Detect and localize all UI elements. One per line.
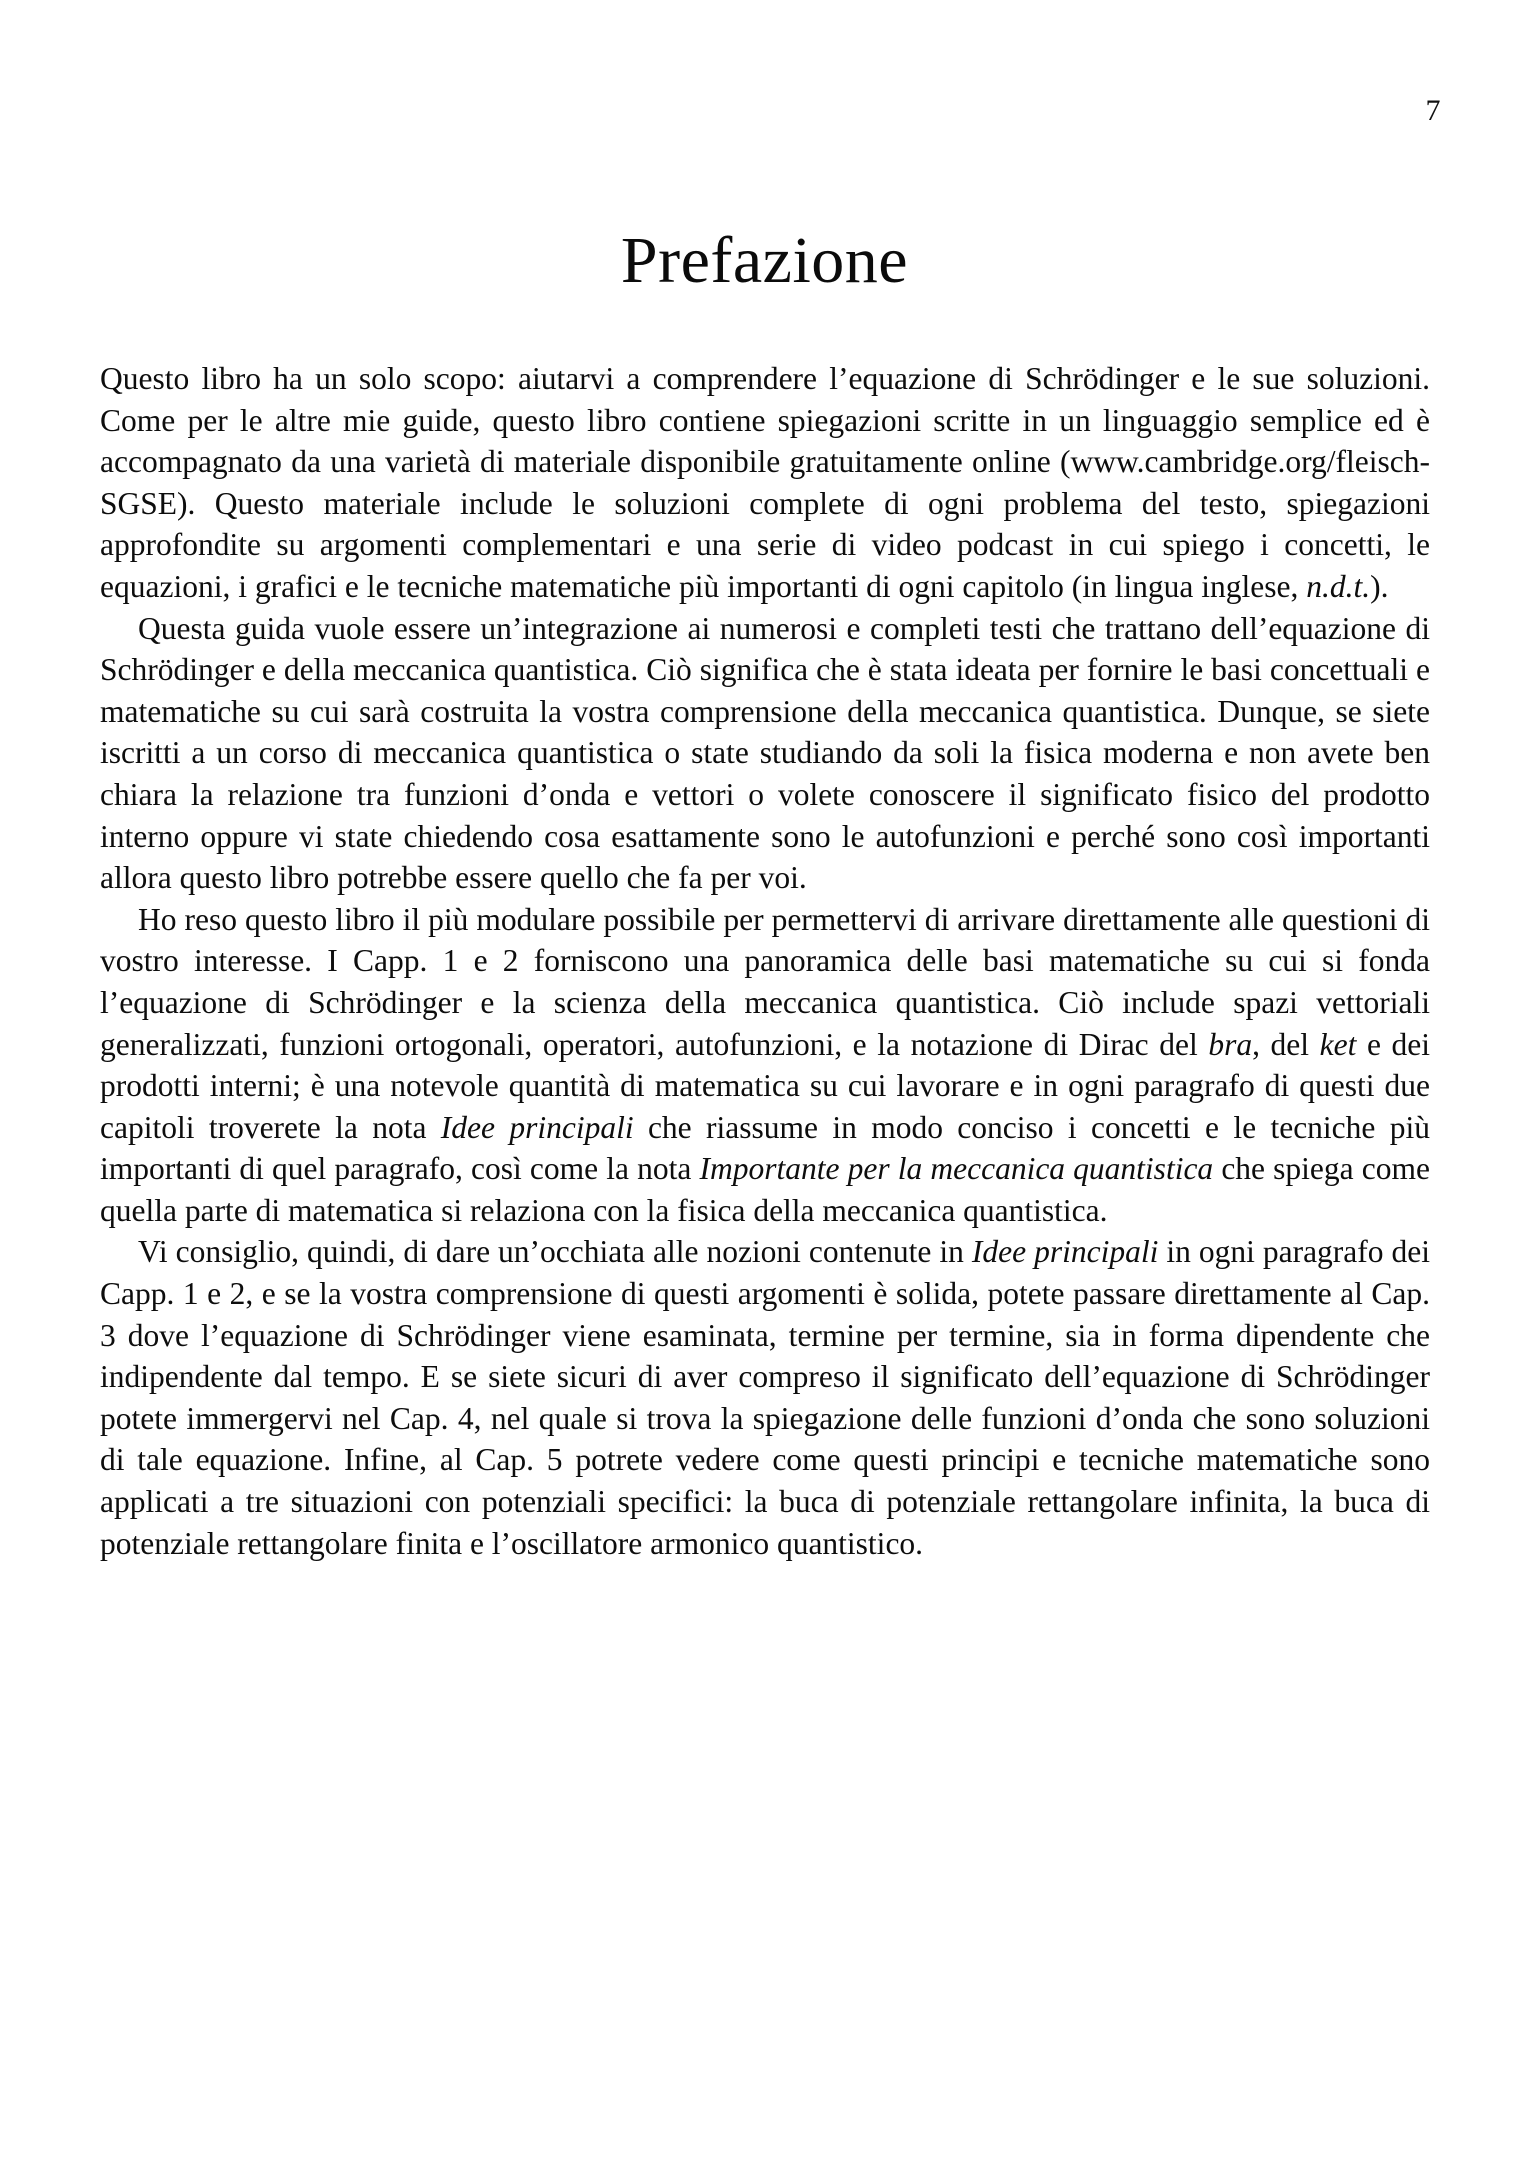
paragraph xyxy=(100,608,1430,899)
emphasis-text: Idee principali xyxy=(440,1109,634,1145)
emphasis-text: ket xyxy=(1319,1026,1357,1062)
body-text: che spiega come quella parte di matematica si relaziona con la fisica della meccanica quantistica. xyxy=(100,1151,1430,1228)
paragraph xyxy=(100,899,1430,1232)
body-text: e dei prodotti interni; è una notevole quantità di matematica su cui lavorare e in ogni paragrafo di questi due capitoli troverete la nota xyxy=(100,1026,1431,1145)
body-text: ). xyxy=(1370,568,1389,604)
emphasis-text: Importante per la meccanica quantistica xyxy=(699,1151,1214,1187)
emphasis-text: bra xyxy=(1208,1026,1253,1062)
body-text: in ogni paragrafo dei Capp. 1 e 2, e se la vostra comprensione di questi argomenti è solida, potete passare direttamente al Cap. 3 dove l’equazione di Schrödinger viene esaminata, termine per termine, sia in forma dipendente che indipendente dal tempo. E se siete sicuri di aver compreso il significato dell’equazione di Schrödinger potete immergervi nel Cap. 4, nel quale si trova la spiegazione delle funzioni d’onda che sono soluzioni di tale equazione. Infine, al Cap. 5 potrete vedere come questi principi e tecniche matematiche sono applicati a tre situazioni con potenziali specifici: la buca di potenziale rettangolare infinita, la buca di potenziale rettangolare finita e l’oscillatore armonico quantistico. xyxy=(100,1234,1430,1561)
body-text: Questa guida vuole essere un’integrazione ai numerosi e completi testi che trattano dell’equazione di Schrödinger e della meccanica quantistica. Ciò significa che è stata ideata per fornire le basi concettuali e matematiche su cui sarà costruita la vostra comprensione della meccanica quantistica. Dunque, se siete iscritti a un corso di meccanica quantistica o state studiando da soli la fisica moderna e non avete ben chiara la relazione tra funzioni d’onda e vettori o volete conoscere il significato fisico del prodotto interno oppure vi state chiedendo cosa esattamente sono le autofunzioni e perché sono così importanti allora questo libro potrebbe essere quello che fa per voi. xyxy=(100,610,1430,896)
body-text: Ho reso questo libro il più modulare possibile per permettervi di arrivare direttamente alle questioni di vostro interesse. I Capp. 1 e 2 forniscono una panoramica delle basi matematiche su cui si fonda l’equazione di Schrödinger e la scienza della meccanica quantistica. Ciò include spazi vettoriali generalizzati, funzioni ortogonali, operatori, autofunzioni, e la notazione di Dirac del xyxy=(100,901,1430,1062)
paragraph xyxy=(100,358,1430,608)
paragraph xyxy=(100,1231,1430,1564)
page-number: 7 xyxy=(1425,94,1441,127)
body-text: Questo libro ha un solo scopo: aiutarvi a comprendere l’equazione di Schrödinger e le sue soluzioni. Come per le altre mie guide, questo libro contiene spiegazioni scritte in un linguaggio semplice ed è accompagnato da una varietà di materiale disponibile gratuitamente online (www.cambridge.org/fleisch-SGSE). Questo materiale include le soluzioni complete di ogni problema del testo, spiegazioni approfondite su argomenti complementari e una serie di video podcast in cui spiego i concetti, le equazioni, i grafici e le tecniche matematiche più importanti di ogni capitolo (in lingua inglese, xyxy=(100,361,1430,604)
emphasis-text: n.d.t. xyxy=(1306,568,1371,604)
body-text: , del xyxy=(1252,1026,1320,1062)
page-title: Prefazione xyxy=(620,224,909,298)
emphasis-text: Idee principali xyxy=(971,1234,1159,1270)
body-text: Vi consiglio, quindi, di dare un’occhiata alle nozioni contenute in xyxy=(138,1234,972,1270)
body-text-block xyxy=(100,358,1430,1564)
body-text: che riassume in modo conciso i concetti e le tecniche più importanti di quel paragrafo, così come la nota xyxy=(100,1109,1430,1187)
